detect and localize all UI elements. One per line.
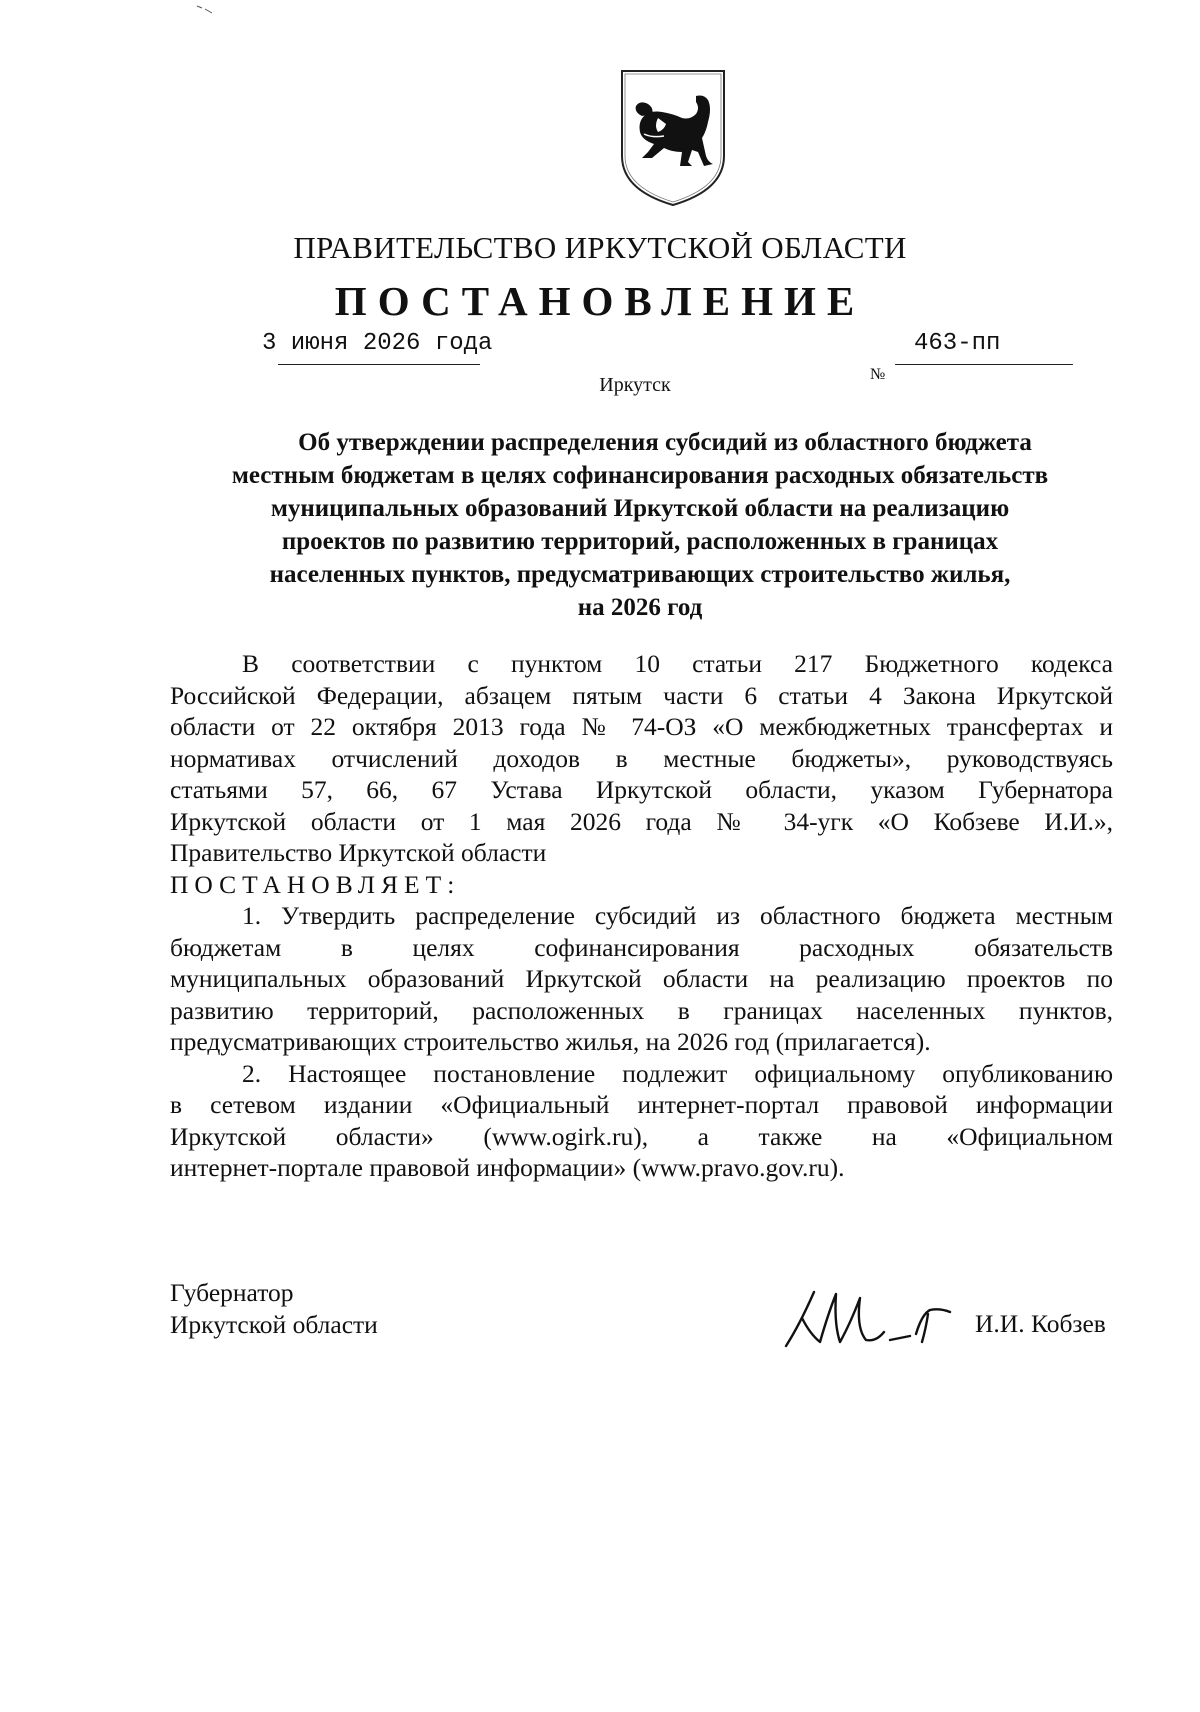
item-line: в сетевом издании «Официальный интернет-портал правовой информации xyxy=(170,1090,1113,1119)
number-underline xyxy=(895,364,1073,365)
heading-line: муниципальных образований Иркутской области на реализацию xyxy=(270,495,1010,522)
item-2 xyxy=(170,1058,1113,1184)
preamble-line: Иркутской области от 1 мая 2026 года № 34-угк «О Кобзеве И.И.», xyxy=(170,806,1113,836)
item-line: 1. Утвердить распределение субсидий из областного бюджета местным xyxy=(242,901,1113,930)
government-title: ПРАВИТЕЛЬСТВО ИРКУТСКОЙ ОБЛАСТИ xyxy=(293,230,907,265)
preamble-line: Российской Федерации, абзацем пятым части 6 статьи 4 Закона Иркутской xyxy=(170,680,1113,710)
item-line: развитию территорий, расположенных в границах населенных пунктов, xyxy=(170,995,1113,1025)
preamble-line: области от 22 октября 2013 года № 74-ОЗ «О межбюджетных трансфертах и xyxy=(170,712,1113,741)
item-line: предусматривающих строительство жилья, на 2026 год (прилагается). xyxy=(170,1027,931,1056)
item-line: муниципальных образований Иркутской области на реализацию проектов по xyxy=(170,964,1113,993)
item-line: Иркутской области» (www.ogirk.ru), а также на «Официальном xyxy=(170,1121,1113,1151)
heading-line: на 2026 год xyxy=(577,594,703,621)
document-date: 3 июня 2026 года xyxy=(262,330,493,357)
date-underline xyxy=(278,364,480,365)
document-heading xyxy=(170,426,1110,624)
item-line: бюджетам в целях софинансирования расходных обязательств xyxy=(170,932,1113,962)
preamble-line: нормативах отчислений доходов в местные бюджеты», руководствуясь xyxy=(170,743,1113,773)
signer-position-line: Губернатор xyxy=(170,1278,294,1307)
signer-name: И.И. Кобзев xyxy=(975,1309,1106,1338)
heading-line: населенных пунктов, предусматривающих строительство жилья, xyxy=(269,561,1011,588)
preamble-line: Правительство Иркутской области xyxy=(170,838,547,867)
heading-line: проектов по развитию территорий, расположенных в границах xyxy=(281,528,999,555)
heading-line: Об утверждении распределения субсидий из областного бюджета xyxy=(298,429,1032,456)
item-1 xyxy=(170,900,1113,1058)
item-line: 2. Настоящее постановление подлежит официальному опубликованию xyxy=(242,1058,1113,1088)
heading-line: местным бюджетам в целях софинансирования расходных обязательств xyxy=(231,462,1049,489)
document-number: 463-пп xyxy=(914,330,1001,357)
scan-mark xyxy=(196,4,214,14)
preamble xyxy=(170,648,1113,1184)
document-type: ПОСТАНОВЛЕНИЕ xyxy=(334,278,866,324)
handwritten-signature-icon xyxy=(780,1284,955,1352)
preamble-line: статьями 57, 66, 67 Устава Иркутской области, указом Губернатора xyxy=(170,775,1113,804)
item-line: интернет-портале правовой информации» (www.pravo.gov.ru). xyxy=(170,1153,845,1182)
signer-position xyxy=(170,1277,378,1340)
signer-position-line: Иркутской области xyxy=(170,1309,378,1339)
coat-of-arms-icon xyxy=(618,68,728,208)
city: Иркутск xyxy=(599,374,671,396)
preamble-line: В соответствии с пунктом 10 статьи 217 Бюджетного кодекса xyxy=(242,649,1113,678)
number-sign: № xyxy=(870,366,886,383)
decree-word: ПОСТАНОВЛЯЕТ: xyxy=(170,869,461,899)
